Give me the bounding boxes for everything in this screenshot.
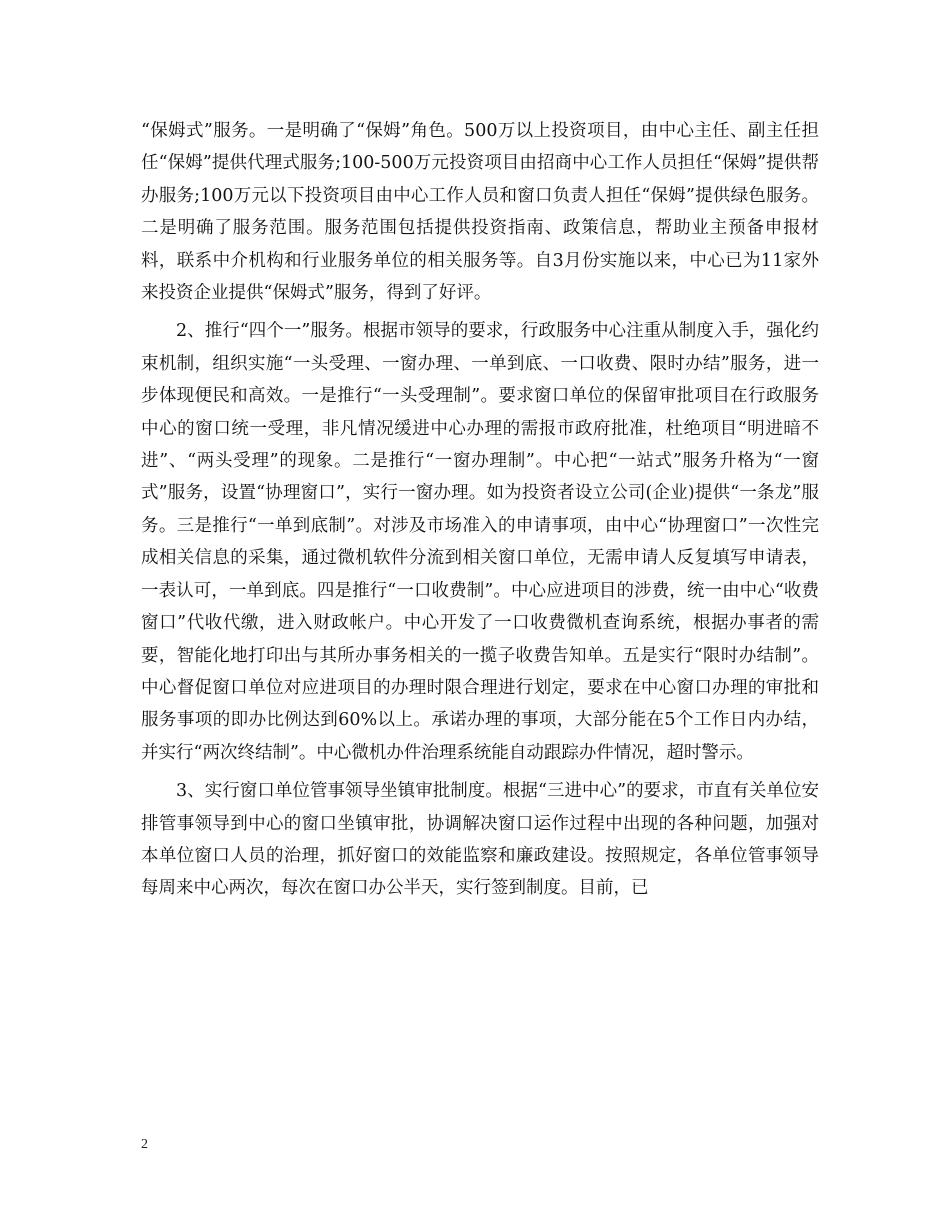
document-body — [141, 115, 819, 911]
page-number: 2 — [141, 1137, 148, 1152]
paragraph-four-services: 2、推行“四个一”服务。根据市领导的要求，行政服务中心注重从制度入手，强化约束机制，组织实施“一头受理、一窗办理、一单到底、一口收费、限时办结”服务，进一步体现便民和高效。一是推行“一头受理制”。要求窗口单位的保留审批项目在行政服务中心的窗口统一受理，非凡情况缓进中心办理的需报市政府批准，杜绝项目“明进暗不进”、“两头受理”的现象。二是推行“一窗办理制”。中心把“一站式”服务升格为“一窗式”服务，设置“协理窗口”，实行一窗办理。如为投资者设立公司(企业)提供“一条龙”服务。三是推行“一单到底制”。对涉及市场准入的申请事项，由中心“协理窗口”一次性完成相关信息的采集，通过微机软件分流到相关窗口单位，无需申请人反复填写申请表，一表认可，一单到底。四是推行“一口收费制”。中心应进项目的涉费，统一由中心“收费窗口”代收代缴，进入财政帐户。中心开发了一口收费微机查询系统，根据办事者的需要，智能化地打印出与其所办事务相关的一揽子收费告知单。五是实行“限时办结制”。中心督促窗口单位对应进项目的办理时限合理进行划定，要求在中心窗口办理的审批和服务事项的即办比例达到60%以上。承诺办理的事项，大部分能在5个工作日内办结，并实行“两次终结制”。中心微机办件治理系统能自动跟踪办件情况，超时警示。 — [141, 321, 819, 763]
paragraph-continuation: “保姆式”服务。一是明确了“保姆”角色。500万以上投资项目，由中心主任、副主任担任“保姆”提供代理式服务;100-500万元投资项目由招商中心工作人员担任“保姆”提供帮办服务;100万元以下投资项目由中心工作人员和窗口负责人担任“保姆”提供绿色服务。二是明确了服务范围。服务范围包括提供投资指南、政策信息，帮助业主预备申报材料，联系中介机构和行业服务单位的相关服务等。自3月份实施以来，中心已为11家外来投资企业提供“保姆式”服务，得到了好评。 — [141, 121, 819, 304]
paragraph-leader-approval: 3、实行窗口单位管事领导坐镇审批制度。根据“三进中心”的要求，市直有关单位安排管事领导到中心的窗口坐镇审批，协调解决窗口运作过程中出现的各种问题，加强对本单位窗口人员的治理，抓好窗口的效能监察和廉政建设。按照规定，各单位管事领导每周来中心两次，每次在窗口办公半天，实行签到制度。目前，已 — [141, 781, 819, 899]
